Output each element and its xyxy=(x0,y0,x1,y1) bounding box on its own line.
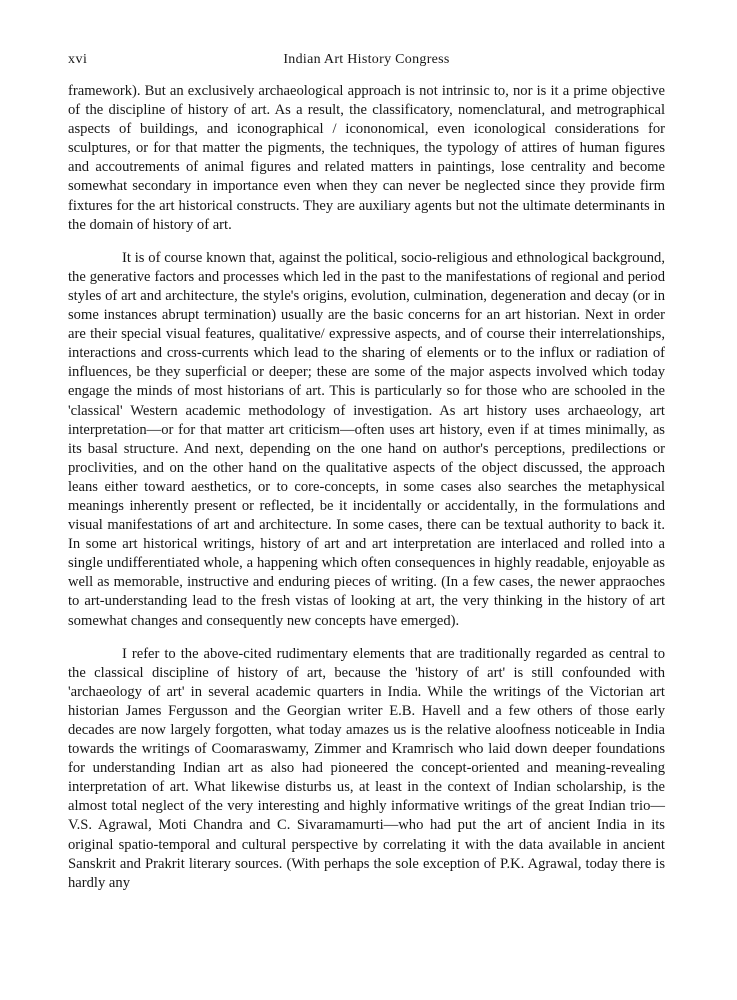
body-text xyxy=(68,82,665,893)
running-head xyxy=(68,52,665,72)
paragraph-continued: framework). But an exclusively archaeological approach is not intrinsic to, nor is it a prime objective of the discipline of history of art. As a result, the classificatory, nomenclatural, and metrographical aspects of buildings, and iconographical / icononomical, even iconological considerations for sculptures, or for that matter the pigments, the techniques, the typology of attires of human figures and accoutrements of animal figures and related matters in paintings, lose centrality and become somewhat secondary in importance even when they can never be neglected since they provide firm fixtures for the art historical constructs. They are auxiliary agents but not the ultimate determinants in the domain of history of art. xyxy=(68,83,665,233)
paragraph: I refer to the above-cited rudimentary elements that are traditionally regarded as central to the classical discipline of history of art, because the 'history of art' is still confounded with 'archaeology of art' in several academic quarters in India. While the writings of the Victorian art historian James Fergusson and the Georgian writer E.B. Havell and a few others of those early decades are now largely forgotten, what today amazes us is the relative aloofness noticeable in India towards the writings of Coomaraswamy, Zimmer and Kramrisch who laid down deeper foundations for understanding Indian art as also had pioneered the concept-oriented and meaning-revealing interpretation of art. What likewise disturbs us, at least in the context of Indian scholarship, is the almost total neglect of the very interesting and highly informative writings of the great Indian trio—V.S. Agrawal, Moti Chandra and C. Sivaramamurti—who had put the art of ancient India in its original spatio-temporal and cultural perspective by correlating it with the data available in ancient Sanskrit and Prakrit literary sources. (With perhaps the sole exception of P.K. Agrawal, today there is hardly any xyxy=(68,645,665,891)
running-title: Indian Art History Congress xyxy=(283,52,450,67)
paragraph: It is of course known that, against the political, socio-religious and ethnological background, the generative factors and processes which led in the past to the manifestations of regional and period styles of art and architecture, the style's origins, evolution, culmination, degeneration and decay (or in some instances abrupt termination) usually are the basic concerns for an art historian. Next in order are their special visual features, qualitative/ expressive aspects, and of course their interrelationships, interactions and cross-currents which lead to the sharing of elements or to the influx or radiation of influences, be they superficial or deeper; these are some of the major aspects involved which today engage the minds of most historians of art. This is particularly so for those who are schooled in the 'classical' Western academic methodology of investigation. As art history uses archaeology, art interpretation—or for that matter art criticism—often uses art history, even if at times minimally, as its basal structure. And next, depending on the one hand on author's perceptions, predilections or proclivities, and on the other hand on the qualitative aspects of the object discussed, the approach leans either toward aesthetics, or to core-concepts, in some cases also searches the metaphysical meanings inherently present or reflected, be it incidentally or accidentally, in the formulations and visual manifestations of art and architecture. In some cases, there can be textual authority to back it. In some art historical writings, history of art and art interpretation are interlaced and rolled into a single undifferentiated whole, a happening which often consequences in highly readable, enjoyable as well as memorable, instructive and enduring pieces of writing. (In a few cases, the newer appraoches to art-understanding lead to the fresh vistas of looking at art, the very thinking in the history of art somewhat changes and consequently new concepts have emerged). xyxy=(68,249,665,629)
page-number: xvi xyxy=(68,52,88,67)
